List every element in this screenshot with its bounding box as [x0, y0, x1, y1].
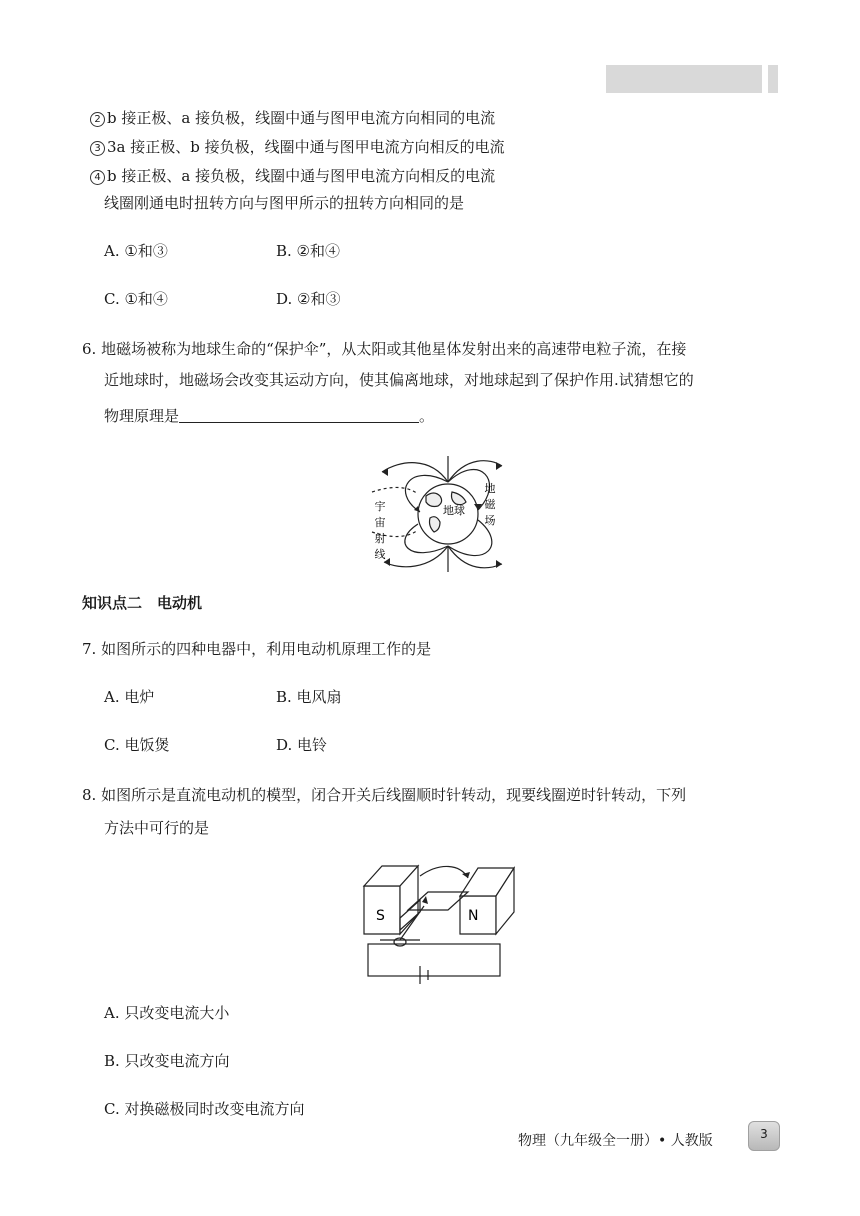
earth-magnetosphere-figure — [370, 452, 510, 576]
ray-label-char: 宇 — [374, 500, 386, 513]
n-pole-label: N — [468, 908, 479, 924]
q5-item-4: 4 b 接正极、a 接负极，线圈中通与图甲电流方向相反的电流 — [90, 166, 495, 186]
q5-item-3: 3 3a 接正极、b 接负极，线圈中通与图甲电流方向相反的电流 — [90, 137, 505, 157]
ray-label-char: 线 — [374, 548, 386, 561]
footer-book-title: 物理（九年级全一册）• 人教版 — [518, 1133, 713, 1149]
q7-option-b[interactable]: B. 电风扇 — [276, 688, 342, 706]
q8-option-b[interactable]: B. 只改变电流方向 — [104, 1052, 230, 1070]
section-title: 知识点二 电动机 — [82, 594, 203, 612]
q8-option-c[interactable]: C. 对换磁极同时改变电流方向 — [104, 1100, 305, 1118]
circled-number: 2 — [90, 112, 105, 127]
page-number: 3 — [748, 1121, 780, 1151]
q5-item-2: 2 b 接正极、a 接负极，线圈中通与图甲电流方向相同的电流 — [90, 108, 495, 128]
q7-option-d[interactable]: D. 电铃 — [276, 736, 328, 754]
q6-line-2: 近地球时，地磁场会改变其运动方向，使其偏离地球，对地球起到了保护作用.试猜想它的 — [104, 371, 694, 389]
q7-option-a[interactable]: A. 电炉 — [104, 688, 155, 706]
ray-label-char: 射 — [374, 532, 386, 545]
q6-line-1: 6. 地磁场被称为地球生命的“保护伞”，从太阳或其他星体发射出来的高速带电粒子流，在接 — [82, 340, 687, 358]
q8-line-1: 8. 如图所示是直流电动机的模型，闭合开关后线圈顺时针转动，现要线圈逆时针转动，下列 — [82, 786, 687, 804]
q8-option-a[interactable]: A. 只改变电流大小 — [104, 1004, 230, 1022]
q5-option-d[interactable]: D. ②和③ — [276, 290, 341, 308]
header-bar — [606, 65, 762, 93]
answer-blank[interactable] — [179, 406, 419, 423]
s-pole-label: S — [376, 908, 385, 924]
circled-number: 3 — [90, 141, 105, 156]
dc-motor-figure — [360, 856, 520, 984]
circled-number: 4 — [90, 170, 105, 185]
q8-line-2: 方法中可行的是 — [104, 819, 210, 837]
field-label-char: 场 — [484, 514, 496, 527]
q7-option-c[interactable]: C. 电饭煲 — [104, 736, 170, 754]
field-label-char: 地 — [484, 482, 496, 495]
q5-option-c[interactable]: C. ①和④ — [104, 290, 168, 308]
ray-label-char: 宙 — [374, 516, 386, 529]
header-tab — [768, 65, 778, 93]
field-label-char: 磁 — [484, 498, 496, 511]
q5-option-b[interactable]: B. ②和④ — [276, 242, 341, 260]
q6-line-3: 物理原理是 。 — [104, 407, 435, 425]
q7-stem: 7. 如图所示的四种电器中，利用电动机原理工作的是 — [82, 640, 432, 658]
q5-stem: 线圈刚通电时扭转方向与图甲所示的扭转方向相同的是 — [104, 194, 465, 212]
earth-label: 地球 — [443, 504, 465, 517]
q5-option-a[interactable]: A. ①和③ — [104, 242, 168, 260]
